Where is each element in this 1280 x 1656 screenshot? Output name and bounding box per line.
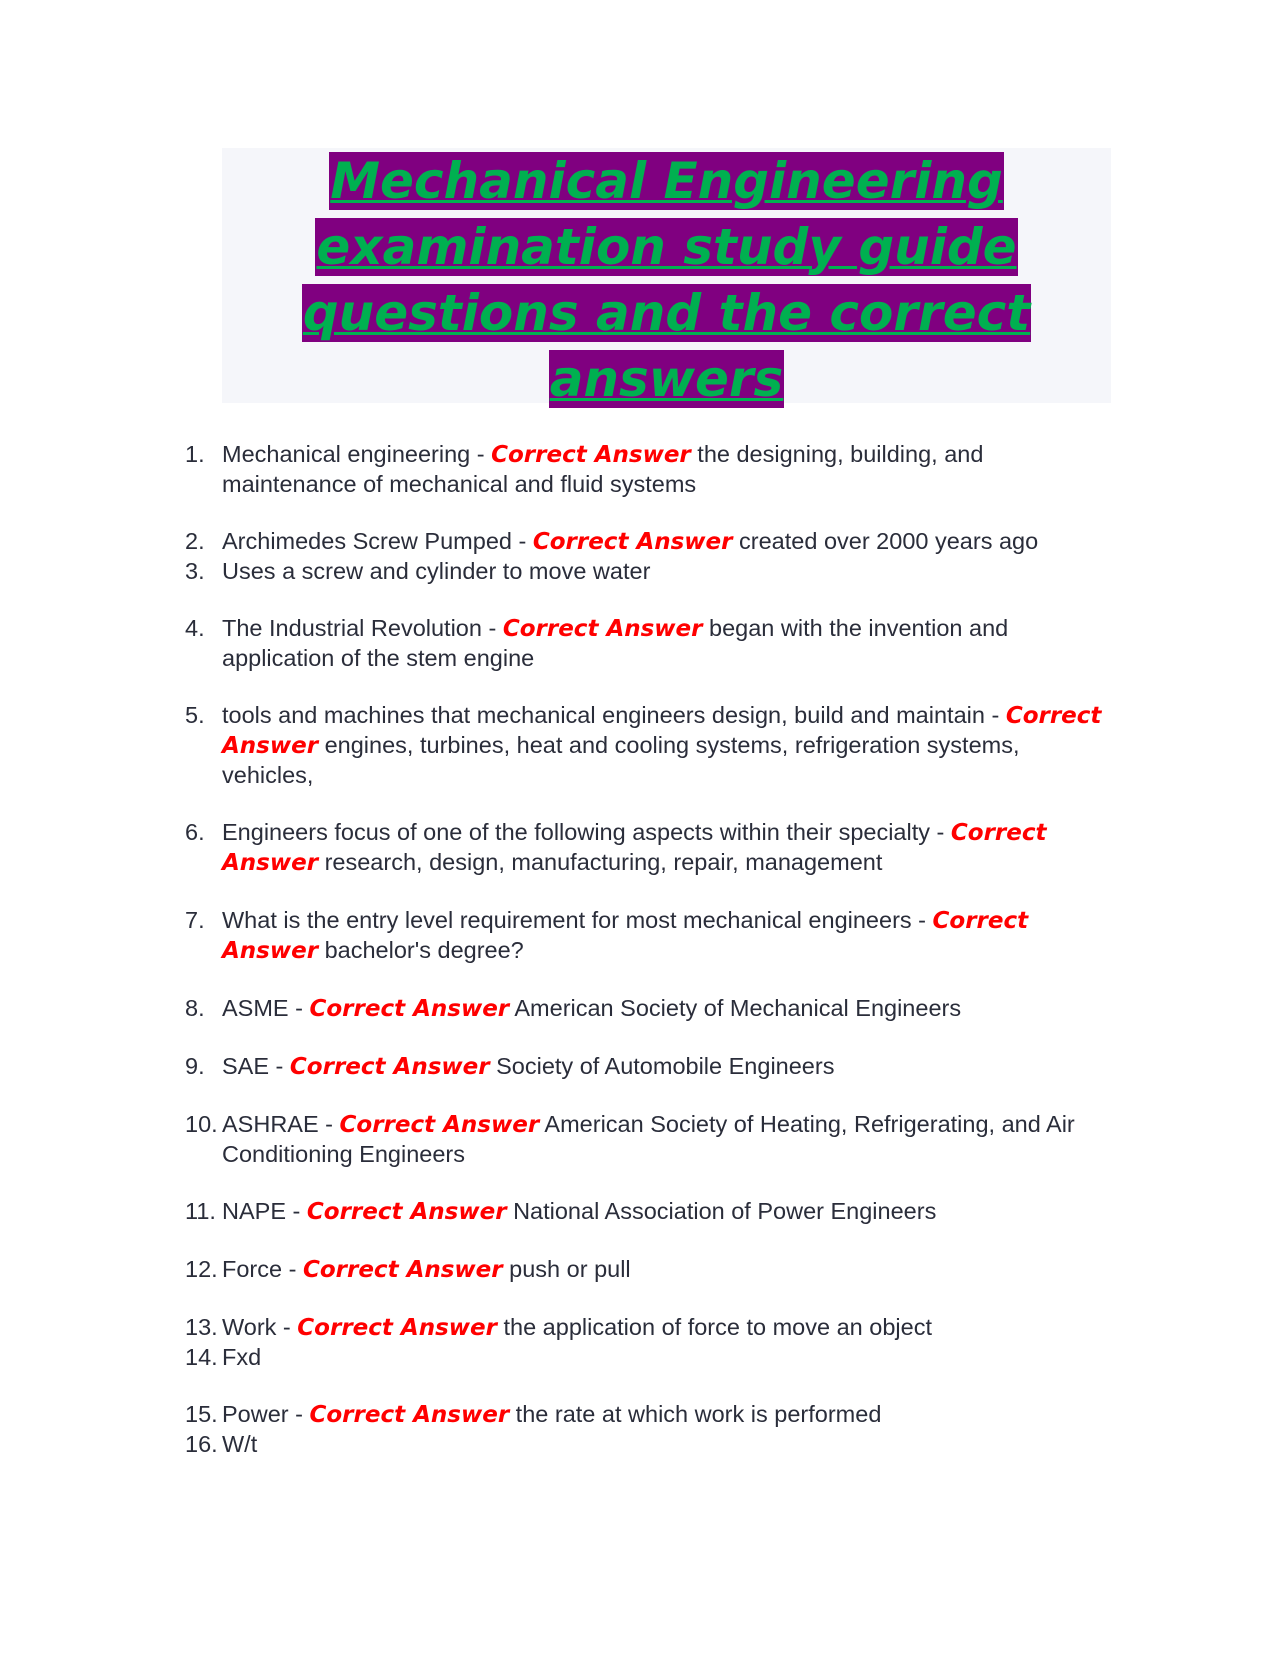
answer-text: engines, turbines, heat and cooling systems, refrigeration systems, vehicles, <box>222 732 1020 788</box>
list-item <box>185 994 1105 1024</box>
question-text: Mechanical engineering - <box>222 441 492 467</box>
correct-answer-label: Correct Answer <box>339 1112 540 1138</box>
item-text <box>222 1052 1105 1082</box>
question-text: ASME - <box>222 995 310 1021</box>
correct-answer-label: Correct Answer <box>306 1199 507 1225</box>
correct-answer-label: Correct Answer <box>222 908 1029 964</box>
correct-answer-label: Correct Answer <box>491 442 691 468</box>
item-text <box>222 1313 1105 1343</box>
list-item <box>185 1197 1105 1227</box>
item-text <box>222 527 1105 557</box>
item-text <box>222 1110 1105 1169</box>
list-item <box>185 1313 1105 1343</box>
answer-text: the application of force to move an object <box>496 1314 932 1340</box>
list-item <box>185 614 1105 673</box>
item-text: Uses a screw and cylinder to move water <box>222 558 651 584</box>
answer-text: the designing, building, and maintenance of mechanical and fluid systems <box>222 441 984 497</box>
item-number: 6. <box>185 819 205 845</box>
item-text <box>222 1255 1105 1285</box>
correct-answer-label: Correct Answer <box>502 616 703 642</box>
answer-text: American Society of Mechanical Engineers <box>509 995 962 1021</box>
correct-answer-label: Correct Answer <box>532 529 733 555</box>
list-item <box>185 557 1105 586</box>
item-text <box>222 440 1105 499</box>
answer-text: research, design, manufacturing, repair, management <box>318 849 883 875</box>
item-number: 2. <box>185 528 205 554</box>
answer-text: American Society of Heating, Refrigerating, and Air Conditioning Engineers <box>222 1111 1075 1167</box>
correct-answer-label: Correct Answer <box>222 703 1102 759</box>
correct-answer-label: Correct Answer <box>297 1315 497 1341</box>
question-text: Archimedes Screw Pumped - <box>222 528 533 554</box>
list-item <box>185 1400 1105 1430</box>
item-number: 3. <box>185 558 205 584</box>
item-number: 15. <box>185 1401 218 1427</box>
list-item <box>185 701 1105 790</box>
title-text: Mechanical Engineering examination study guide questions and the correct answers <box>302 152 1031 408</box>
item-text <box>222 1197 1105 1227</box>
item-number: 12. <box>185 1256 218 1282</box>
list-item <box>185 440 1105 499</box>
correct-answer-label: Correct Answer <box>309 1402 510 1428</box>
correct-answer-label: Correct Answer <box>309 996 510 1022</box>
answer-text: National Association of Power Engineers <box>506 1198 937 1224</box>
correct-answer-label: Correct Answer <box>302 1257 503 1283</box>
item-number: 16. <box>185 1431 218 1457</box>
item-text <box>222 701 1105 790</box>
answer-text: push or pull <box>502 1256 631 1282</box>
list-item <box>185 1255 1105 1285</box>
question-text: NAPE - <box>222 1198 307 1224</box>
question-text: SAE - <box>222 1053 290 1079</box>
question-text: Engineers focus of one of the following aspects within their specialty - <box>222 819 951 845</box>
question-text: ASHRAE - <box>222 1111 340 1137</box>
item-text <box>222 994 1105 1024</box>
item-text: Fxd <box>222 1344 262 1370</box>
answer-text: bachelor's degree? <box>318 937 524 963</box>
item-number: 5. <box>185 702 205 728</box>
item-number: 14. <box>185 1344 218 1370</box>
correct-answer-label: Correct Answer <box>222 820 1047 876</box>
item-number: 9. <box>185 1053 205 1079</box>
list-item <box>185 818 1105 878</box>
item-number: 10. <box>185 1111 218 1137</box>
list-item <box>185 1052 1105 1082</box>
answer-text: began with the invention and application of the stem engine <box>222 615 1009 671</box>
item-number: 4. <box>185 615 205 641</box>
item-number: 8. <box>185 995 205 1021</box>
item-text: W/t <box>222 1431 258 1457</box>
question-text: Power - <box>222 1401 310 1427</box>
document-title <box>222 148 1111 412</box>
item-text <box>222 614 1105 673</box>
item-number: 1. <box>185 441 205 467</box>
question-text: What is the entry level requirement for most mechanical engineers - <box>222 907 933 933</box>
item-number: 11. <box>185 1198 216 1224</box>
question-text: Work - <box>222 1314 298 1340</box>
title-block <box>222 148 1111 408</box>
list-item <box>185 527 1105 557</box>
list-item <box>185 1110 1105 1169</box>
list-item <box>185 906 1105 966</box>
item-text <box>222 1400 1105 1430</box>
item-number: 7. <box>185 907 205 933</box>
question-text: Force - <box>222 1256 303 1282</box>
qa-list <box>185 440 1105 1459</box>
item-text <box>222 818 1105 878</box>
question-text: The Industrial Revolution - <box>222 615 503 641</box>
answer-text: the rate at which work is performed <box>509 1401 882 1427</box>
list-item <box>185 1343 1105 1372</box>
answer-text: Society of Automobile Engineers <box>489 1053 835 1079</box>
answer-text: created over 2000 years ago <box>732 528 1039 554</box>
question-text: tools and machines that mechanical engineers design, build and maintain - <box>222 702 1006 728</box>
item-number: 13. <box>185 1314 218 1340</box>
item-text <box>222 906 1105 966</box>
correct-answer-label: Correct Answer <box>289 1054 490 1080</box>
list-item <box>185 1430 1105 1459</box>
